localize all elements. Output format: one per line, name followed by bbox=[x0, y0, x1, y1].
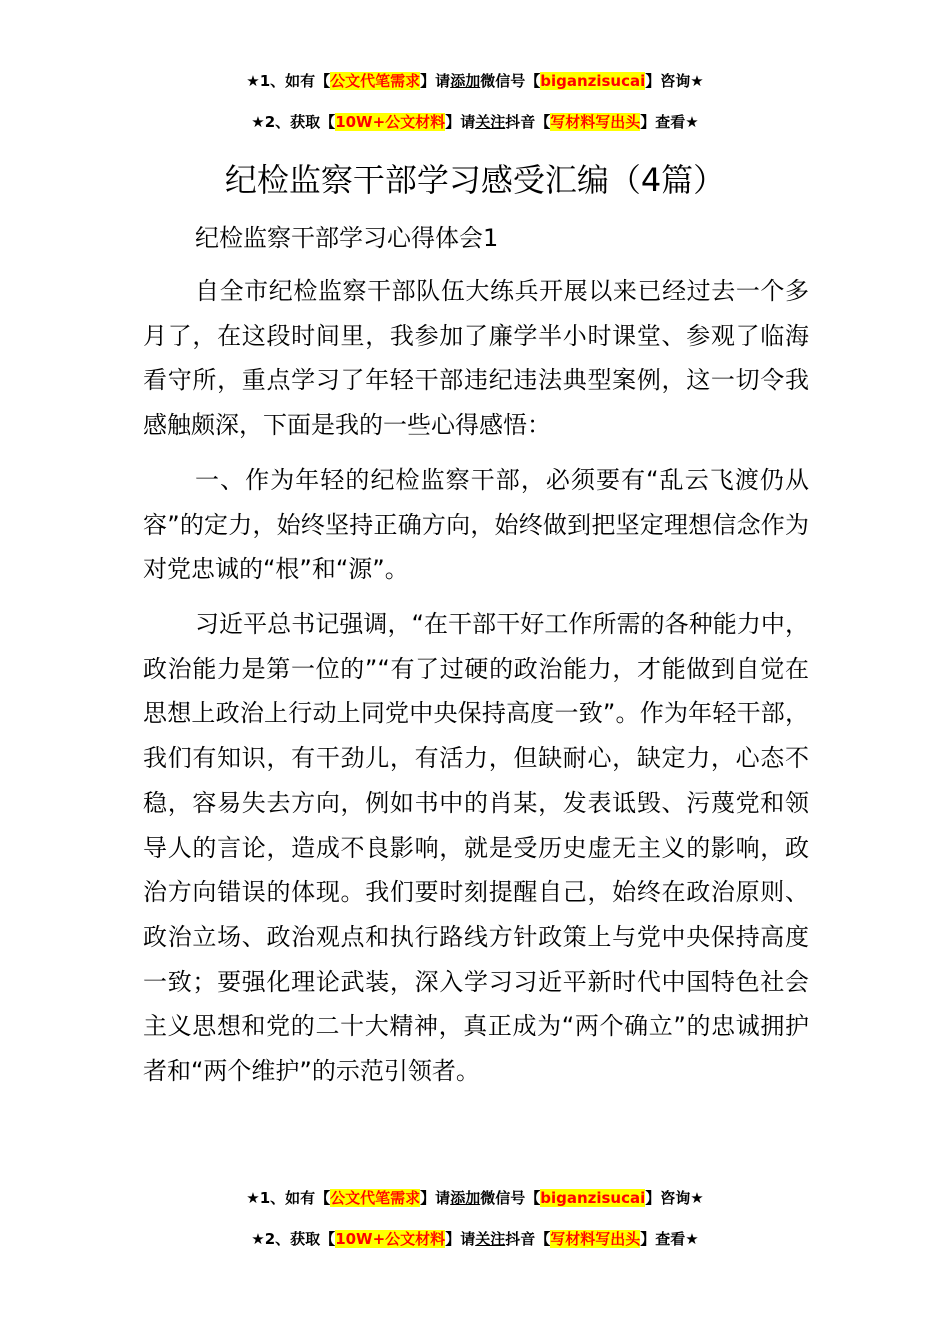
promo-highlight: 写材料写出头 bbox=[550, 1230, 641, 1248]
body-paragraph: 自全市纪检监察干部队伍大练兵开展以来已经过去一个多月了，在这段时间里，我参加了廉学半小时课堂、参观了临海看守所，重点学习了年轻干部违纪违法典型案例，这一切令我感触颇深，下面是我的一些心得感悟： bbox=[143, 277, 809, 440]
promo-highlight: biganzisucai bbox=[540, 72, 646, 90]
promo-text: ★2、获取【 bbox=[251, 113, 336, 131]
promo-emphasis: 关注 bbox=[475, 1230, 506, 1248]
promo-line-bottom-2 bbox=[0, 1228, 950, 1250]
promo-highlight: 公文代笔需求 bbox=[330, 72, 421, 90]
promo-text: 微信号【 bbox=[480, 1189, 541, 1207]
promo-highlight: 10W+公文材料 bbox=[335, 1230, 446, 1248]
promo-emphasis: 关注 bbox=[475, 113, 506, 131]
promo-text: 】请 bbox=[420, 72, 451, 90]
section-subtitle: 纪检监察干部学习心得体会1 bbox=[195, 224, 499, 252]
promo-text: 抖音【 bbox=[505, 1230, 551, 1248]
promo-text: ★1、如有【 bbox=[246, 72, 331, 90]
promo-line-top-2 bbox=[0, 111, 950, 133]
promo-text: 微信号【 bbox=[480, 72, 541, 90]
promo-highlight: 写材料写出头 bbox=[550, 113, 641, 131]
promo-highlight: 公文代笔需求 bbox=[330, 1189, 421, 1207]
promo-highlight: biganzisucai bbox=[540, 1189, 646, 1207]
promo-text: 】查看★ bbox=[640, 1230, 699, 1248]
promo-text: ★2、获取【 bbox=[251, 1230, 336, 1248]
document-title: 纪检监察干部学习感受汇编（4篇） bbox=[224, 161, 726, 199]
body-paragraph: 一、作为年轻的纪检监察干部，必须要有“乱云飞渡仍从容”的定力，始终坚持正确方向，始终做到把坚定理想信念作为对党忠诚的“根”和“源”。 bbox=[143, 466, 809, 584]
promo-emphasis: 添加 bbox=[450, 72, 481, 90]
body-paragraph: 习近平总书记强调，“在干部干好工作所需的各种能力中，政治能力是第一位的”“有了过硬的政治能力，才能做到自觉在思想上政治上行动上同党中央保持高度一致”。作为年轻干部，我们有知识，有干劲儿，有活力，但缺耐心，缺定力，心态不稳，容易失去方向，例如书中的肖某，发表诋毁、污蔑党和领导人的言论，造成不良影响，就是受历史虚无主义的影响，政治方向错误的体现。我们要时刻提醒自己，始终在政治原则、政治立场、政治观点和执行路线方针政策上与党中央保持高度一致；要强化理论武装，深入学习习近平新时代中国特色社会主义思想和党的二十大精神，真正成为“两个确立”的忠诚拥护者和“两个维护”的示范引领者。 bbox=[143, 610, 809, 1086]
promo-text: 】请 bbox=[445, 113, 476, 131]
promo-highlight: 10W+公文材料 bbox=[335, 113, 446, 131]
promo-text: 】咨询★ bbox=[645, 1189, 704, 1207]
promo-line-top-1 bbox=[0, 70, 950, 92]
promo-text: 抖音【 bbox=[505, 113, 551, 131]
promo-text: 】查看★ bbox=[640, 113, 699, 131]
promo-text: 】请 bbox=[420, 1189, 451, 1207]
promo-emphasis: 添加 bbox=[450, 1189, 481, 1207]
promo-line-bottom-1 bbox=[0, 1187, 950, 1209]
promo-text: ★1、如有【 bbox=[246, 1189, 331, 1207]
promo-text: 】咨询★ bbox=[645, 72, 704, 90]
promo-text: 】请 bbox=[445, 1230, 476, 1248]
